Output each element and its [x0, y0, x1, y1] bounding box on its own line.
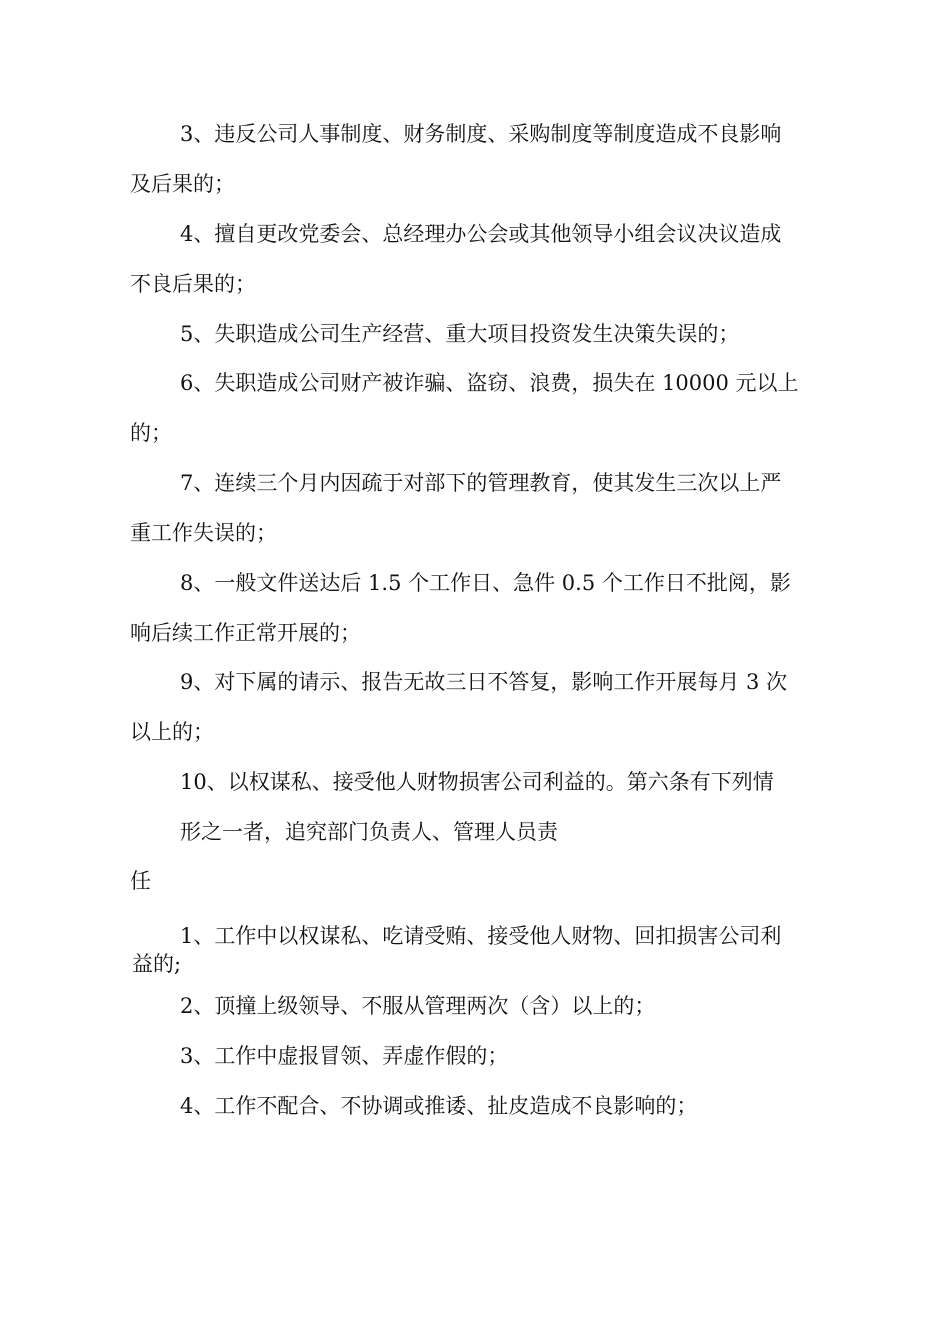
- text-line: 8、一般文件送达后 1.5 个工作日、急件 0.5 个工作日不批阅，影: [180, 571, 791, 595]
- text-line: 3、违反公司人事制度、财务制度、采购制度等制度造成不良影响: [180, 122, 782, 146]
- text-line: 10、以权谋私、接受他人财物损害公司利益的。第六条有下列情: [180, 770, 774, 794]
- text-line: 4、擅自更改党委会、总经理办公会或其他领导小组会议决议造成: [180, 222, 782, 246]
- text-line: 3、工作中虚报冒领、弄虚作假的；: [180, 1044, 509, 1068]
- text-line: 不良后果的；: [130, 272, 256, 296]
- text-line: 2、顶撞上级领导、不服从管理两次（含）以上的；: [180, 994, 656, 1018]
- text-line: 9、对下属的请示、报告无故三日不答复，影响工作开展每月 3 次: [180, 670, 788, 694]
- text-line: 形之一者，追究部门负责人、管理人员责: [180, 820, 558, 844]
- text-line: 重工作失误的；: [130, 521, 277, 545]
- text-line: 6、失职造成公司财产被诈骗、盗窃、浪费，损失在 10000 元以上: [180, 371, 799, 395]
- text-line: 的；: [130, 421, 172, 445]
- text-line: 4、工作不配合、不协调或推诿、扯皮造成不良影响的；: [180, 1094, 698, 1118]
- text-line: 1、工作中以权谋私、吃请受贿、接受他人财物、回扣损害公司利: [180, 924, 782, 948]
- text-line: 任: [130, 869, 151, 893]
- text-line: 及后果的；: [130, 172, 235, 196]
- text-line: 响后续工作正常开展的；: [130, 621, 361, 645]
- text-line: 益的;: [132, 952, 182, 976]
- text-line: 5、失职造成公司生产经营、重大项目投资发生决策失误的；: [180, 322, 740, 346]
- text-line: 以上的；: [130, 720, 214, 744]
- text-line: 7、连续三个月内因疏于对部下的管理教育，使其发生三次以上严: [180, 471, 782, 495]
